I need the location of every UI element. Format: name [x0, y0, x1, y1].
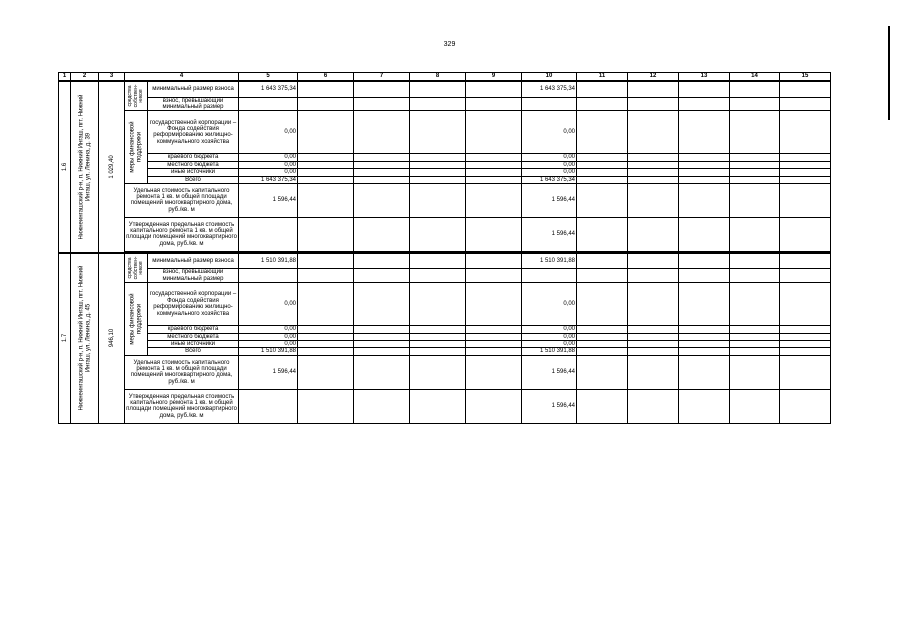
header-col-12: 12 — [628, 73, 679, 82]
value-col-5: 0,00 — [239, 283, 298, 326]
header-col-9: 9 — [466, 73, 522, 82]
unit-cost-label: Удельная стоимость капитального ремонта 1 кв. м общей площади помещений многоквартирного дома, руб./кв. м — [125, 183, 239, 217]
value-col-5: 0,00 — [239, 154, 298, 161]
row-number-cell — [59, 81, 71, 253]
value-col-5: 0,00 — [239, 161, 298, 168]
support-measures-cell — [125, 283, 148, 356]
header-col-10: 10 — [522, 73, 577, 82]
other-sources-label: иные источники — [148, 169, 239, 176]
unit-cost-label: Удельная стоимость капитального ремонта 1 кв. м общей площади помещений многоквартирного дома, руб./кв. м — [125, 355, 239, 389]
owners-funds-label: средства собствен-ников — [126, 256, 144, 280]
table-row — [59, 217, 831, 251]
value-col-10: 1 510 391,88 — [522, 253, 577, 269]
address: Нижнеингашский р-н, п. Нижний Ингаш, пгт. Нижний Ингаш, ул. Ленина, д. 39 — [78, 94, 91, 240]
value-col-5: 0,00 — [239, 111, 298, 154]
header-col-11: 11 — [577, 73, 628, 82]
limit-cost-label: Утвержденная предельная стоимость капитального ремонта 1 кв. м общей площади помещений многоквартирного дома, руб./кв. м — [125, 389, 239, 423]
header-col-8: 8 — [410, 73, 466, 82]
address-cell — [71, 253, 99, 423]
value-col-5: 0,00 — [239, 333, 298, 340]
area-cell — [99, 81, 125, 253]
value-col-10: 1 596,44 — [522, 355, 577, 389]
value-col-10: 0,00 — [522, 283, 577, 326]
table-row — [59, 169, 831, 176]
area: 1 029,40 — [108, 155, 115, 179]
value-col-10: 0,00 — [522, 161, 577, 168]
value-col-5: 0,00 — [239, 326, 298, 333]
value-col-5: 0,00 — [239, 341, 298, 348]
value-col-5: 1 510 391,88 — [239, 253, 298, 269]
limit-cost-label: Утвержденная предельная стоимость капитального ремонта 1 кв. м общей площади помещений многоквартирного дома, руб./кв. м — [125, 217, 239, 251]
table-row — [59, 154, 831, 161]
value-col-10: 1 643 375,34 — [522, 176, 577, 183]
value-col-10: 1 596,44 — [522, 183, 577, 217]
table-row — [59, 269, 831, 283]
owners-funds-cell — [125, 81, 148, 111]
support-measures-label: меры финансовой поддержки — [129, 121, 142, 173]
table-row — [59, 341, 831, 348]
table-row — [59, 81, 831, 97]
regional-budget-label: краевого бюджета — [148, 326, 239, 333]
state-corp-label: государственной корпорации – Фонда содействия реформированию жилищно-коммунального хозяйства — [148, 111, 239, 154]
value-col-10: 0,00 — [522, 111, 577, 154]
header-col-4: 4 — [125, 73, 239, 82]
value-col-5: 1 510 391,88 — [239, 348, 298, 355]
header-col-15: 15 — [780, 73, 831, 82]
state-corp-label: государственной корпорации – Фонда содействия реформированию жилищно-коммунального хозяйства — [148, 283, 239, 326]
table-row — [59, 326, 831, 333]
total-label: Всего — [148, 176, 239, 183]
header-col-3: 3 — [99, 73, 125, 82]
value-col-5: 1 596,44 — [239, 355, 298, 389]
table-row — [59, 389, 831, 423]
area-cell — [99, 253, 125, 423]
owners-funds-label: средства собствен-ников — [126, 84, 144, 108]
min-contribution-label: минимальный размер взноса — [148, 253, 239, 269]
local-budget-label: местного бюджета — [148, 161, 239, 168]
excess-contribution-label: взнос, превышающий минимальный размер — [148, 97, 239, 111]
value-col-10: 0,00 — [522, 333, 577, 340]
value-col-5: 1 643 375,34 — [239, 176, 298, 183]
value-col-10: 0,00 — [522, 326, 577, 333]
value-col-10: 1 510 391,88 — [522, 348, 577, 355]
table-row — [59, 333, 831, 340]
row-number: 1.6 — [61, 162, 68, 172]
regional-budget-label: краевого бюджета — [148, 154, 239, 161]
table-row — [59, 283, 831, 326]
value-col-10: 1 643 375,34 — [522, 81, 577, 97]
other-sources-label: иные источники — [148, 341, 239, 348]
table-row — [59, 111, 831, 154]
header-row — [59, 73, 831, 82]
value-col-5: 1 643 375,34 — [239, 81, 298, 97]
total-label: Всего — [148, 348, 239, 355]
owners-funds-cell — [125, 253, 148, 283]
table-row — [59, 97, 831, 111]
min-contribution-label: минимальный размер взноса — [148, 81, 239, 97]
value-col-10: 0,00 — [522, 341, 577, 348]
header-col-6: 6 — [298, 73, 354, 82]
value-col-10: 0,00 — [522, 154, 577, 161]
capital-repair-table — [58, 72, 831, 424]
table-row — [59, 348, 831, 355]
support-measures-cell — [125, 111, 148, 184]
header-col-5: 5 — [239, 73, 298, 82]
value-col-5: 0,00 — [239, 169, 298, 176]
table-row — [59, 161, 831, 168]
header-col-7: 7 — [354, 73, 410, 82]
header-col-14: 14 — [730, 73, 780, 82]
row-number: 1.7 — [61, 334, 68, 343]
value-col-10: 1 596,44 — [522, 217, 577, 251]
table-row — [59, 253, 831, 269]
address-cell — [71, 81, 99, 253]
area: 946,10 — [108, 329, 115, 348]
support-measures-label: меры финансовой поддержки — [129, 293, 142, 345]
page-number: 329 — [443, 41, 456, 48]
excess-contribution-label: взнос, превышающий минимальный размер — [148, 269, 239, 283]
row-number-cell — [59, 253, 71, 423]
value-col-10: 0,00 — [522, 169, 577, 176]
header-col-1: 1 — [59, 73, 71, 82]
table-row — [59, 176, 831, 183]
scan-edge-line — [888, 26, 890, 120]
value-col-5: 1 596,44 — [239, 183, 298, 217]
local-budget-label: местного бюджета — [148, 333, 239, 340]
table-row — [59, 355, 831, 389]
header-col-13: 13 — [679, 73, 730, 82]
header-col-2: 2 — [71, 73, 99, 82]
table-row — [59, 183, 831, 217]
value-col-10: 1 596,44 — [522, 389, 577, 423]
address: Нижнеингашский р-н, п. Нижний Ингаш, пгт. Нижний Ингаш, ул. Ленина, д. 45 — [78, 265, 91, 411]
